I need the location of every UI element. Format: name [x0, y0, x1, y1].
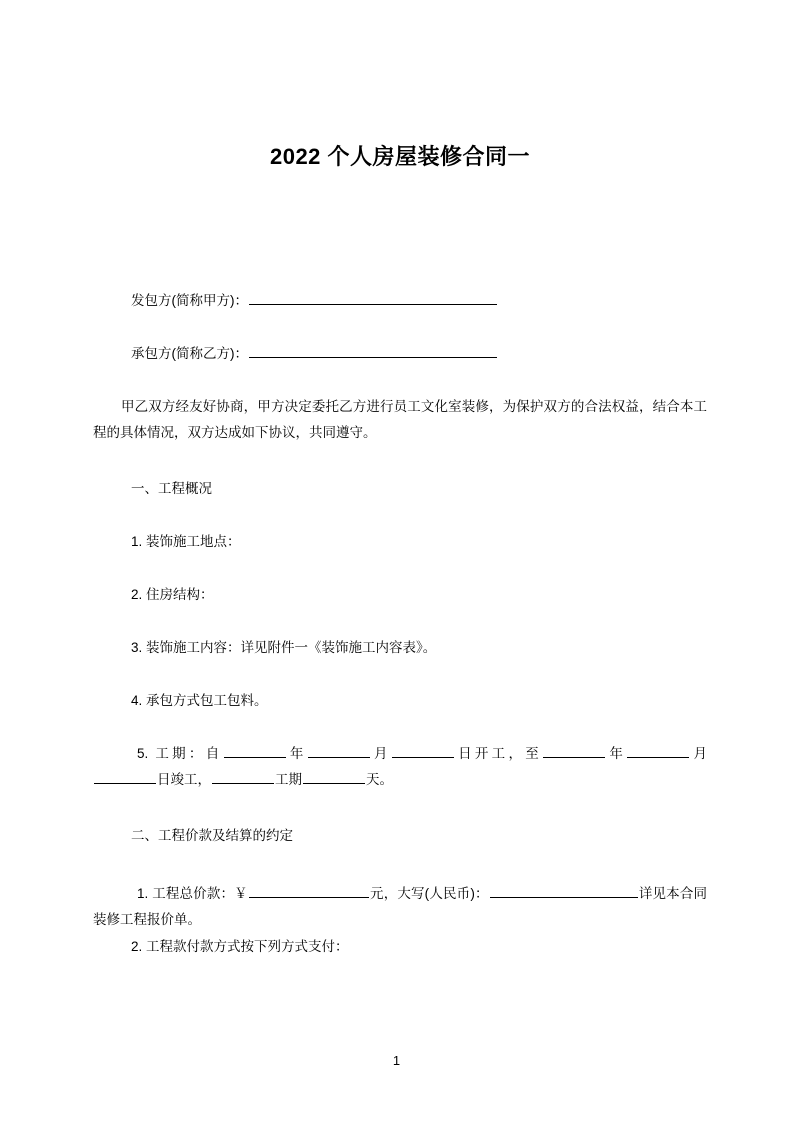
total-price-label: 工程总价款：￥	[152, 886, 248, 901]
end-month-unit: 月	[690, 746, 708, 761]
total-price-amount-blank[interactable]	[249, 883, 369, 898]
start-month-unit: 月	[370, 746, 391, 761]
end-month-blank[interactable]	[627, 743, 689, 758]
end-day-blank[interactable]	[94, 769, 156, 784]
start-day-blank[interactable]	[392, 743, 454, 758]
section-1-item-4-text: 承包方式包工包料。	[146, 693, 268, 708]
section-2-item-2-text: 工程款付款方式按下列方式支付：	[146, 939, 349, 954]
section-1-item-5	[93, 741, 707, 793]
section-1-item-4-number: 4.	[131, 693, 143, 708]
end-year-unit: 年	[606, 746, 627, 761]
preamble-paragraph: 甲乙双方经友好协商，甲方决定委托乙方进行员工文化室装修，为保护双方的合法权益，结合本工程的具体情况，双方达成如下协议，共同遵守。	[93, 399, 707, 440]
section-1-item-3	[93, 635, 707, 661]
duration-days-blank[interactable]	[303, 769, 365, 784]
section-heading-1: 一、工程概况	[131, 481, 212, 496]
party-a-blank[interactable]	[249, 290, 497, 305]
section-1-item-3-text: 装饰施工内容：详见附件一《装饰施工内容表》。	[146, 640, 437, 655]
section-1-item-1-number: 1.	[131, 534, 143, 549]
section-1-item-2	[93, 582, 707, 608]
page-number-footer: 1	[392, 1053, 401, 1068]
section-1-item-2-text: 住房结构：	[146, 587, 214, 602]
end-day-unit: 日竣工，	[157, 772, 211, 787]
section-1-item-5-number: 5.	[137, 746, 149, 761]
duration-label: 工期	[275, 772, 302, 787]
duration-blank[interactable]	[212, 769, 274, 784]
party-field-party-a	[93, 288, 707, 314]
party-b-blank[interactable]	[249, 343, 497, 358]
start-year-unit: 年	[286, 746, 307, 761]
section-1-item-3-number: 3.	[131, 640, 143, 655]
party-a-label: 发包方(简称甲方)：	[131, 293, 248, 308]
section-1-item-4	[93, 688, 707, 714]
party-field-party-b	[93, 341, 707, 367]
duration-days-unit: 天。	[366, 772, 393, 787]
start-year-blank[interactable]	[224, 743, 286, 758]
section-2-item-1	[93, 881, 707, 933]
party-b-label: 承包方(简称乙方)：	[131, 346, 248, 361]
total-price-note: 详见本合同装修工程报价单。	[93, 886, 707, 927]
section-1-item-1-text: 装饰施工地点：	[146, 534, 241, 549]
section-heading-2: 二、工程价款及结算的约定	[131, 828, 293, 843]
construction-period-label: 工期：自	[155, 746, 223, 761]
total-price-in-words-label: 元，大写(人民币)：	[369, 886, 489, 901]
section-1-item-2-number: 2.	[131, 587, 143, 602]
section-2-item-2-number: 2.	[131, 939, 143, 954]
total-price-in-words-blank[interactable]	[490, 883, 638, 898]
page-title: 2022 个人房屋装修合同一	[269, 144, 531, 169]
section-2-item-2	[93, 934, 707, 960]
end-year-blank[interactable]	[543, 743, 605, 758]
start-month-blank[interactable]	[308, 743, 370, 758]
section-2-item-1-number: 1.	[137, 886, 149, 901]
section-1-item-1	[93, 529, 707, 555]
start-day-unit: 日开工，至	[454, 746, 543, 761]
